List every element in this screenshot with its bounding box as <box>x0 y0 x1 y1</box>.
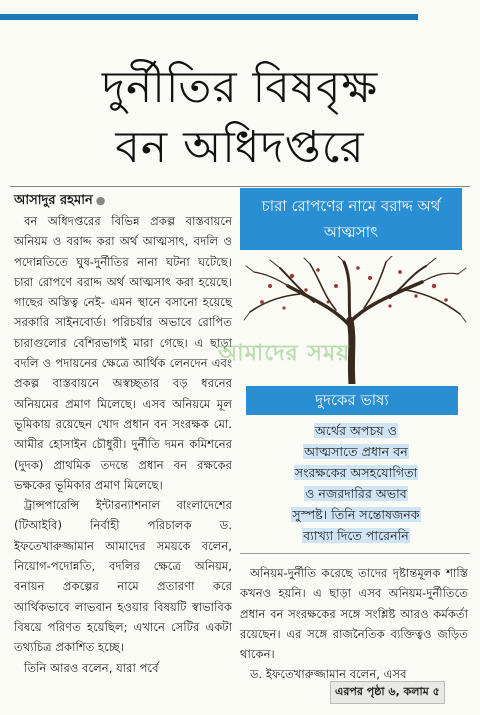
pull-quote <box>246 420 466 546</box>
headline <box>0 58 480 178</box>
quote-line: সংরক্ষকের অসহযোগিতা <box>294 465 418 480</box>
sidebar-subtitle-box: দুদকের ভাষ্য <box>246 386 458 415</box>
quote-line: ও নজরদারির অভাব <box>305 486 407 501</box>
article-paragraph: অনিয়ম-দুর্নীতি করেছে তাদের দৃষ্টান্তমূলক শাস্তি কখনও হয়নি। এ ছাড়া এসব অনিয়ম-দুর্নীতিতে প্রধান বন সংরক্ষকের সঙ্গে সংশ্লিষ্ট আরও কর্মকর্তা রয়েছেন। এর সঙ্গে রাজনৈতিক ব্যক্তিত্বও জড়িত থাকেন। <box>240 566 468 662</box>
byline-author: আসাদুর রহমান <box>14 193 93 208</box>
quote-line: অর্থের অপচয় ও <box>315 423 397 438</box>
top-accent-bar <box>0 14 418 20</box>
quote-line: সুস্পষ্ট। তিনি সন্তোষজনক <box>292 507 420 522</box>
continuation-marker: এরপর পৃষ্ঠা ৬, কলাম ৫ <box>330 681 445 704</box>
quote-line: ব্যাখ্যা দিতে পারেননি <box>303 528 409 543</box>
bullet-icon: ● <box>95 194 106 207</box>
article-paragraph: ড. ইফতেখারুজ্জামান বলেন, এসব <box>250 667 407 682</box>
watermark-logo: আমাদের সময় <box>218 341 351 366</box>
article-paragraph: ট্রান্সপারেন্সি ইন্টারন্যাশনাল বাংলাদেশের (টিআইবি) নির্বাহী পরিচালক ড. ইফতেখারুজ্জামান আমাদের সময়কে বলেন, নিয়োগ-পদোন্নতি, বদলির ক্ষেত্রে অনিয়ম, বনায়ন প্রকল্পের নামে প্রতারণা করে আর্থিকভাবে লাভবান হওয়ার বিষয়টি স্বাভাবিক বিষয়ে পরিণত হয়েছিল; এখানে সেটির একটা তথ্যচিত্র প্রকাশিত হচ্ছে। <box>14 498 232 655</box>
quote-separator <box>240 553 470 554</box>
sidebar-title-box: চারা রোপণের নামে বরাদ্দ অর্থ আত্মসাৎ <box>240 188 462 250</box>
headline-line-2: বন অধিদপ্তরে <box>115 122 365 173</box>
article-paragraph: বন অধিদপ্তরের বিভিন্ন প্রকল্প বাস্তবায়নে অনিয়ম ও বরাদ্দ করা অর্থ আত্মসাৎ, বদলি ও পদোন্নতিতে ঘুষ-দুর্নীতির নানা ঘটনা ঘটেছে। চারা রোপণে বরাদ্দ অর্থ আত্মসাৎ করা হয়েছে। গাছের অস্তিত্ব নেই- এমন স্থানে বসানো হয়েছে সরকারি সাইনবোর্ড। পরিচর্যার অভাবে রোপিত চারাগুলোর বেশিরভাগই মারা গেছে। এ ছাড়া বদলি ও পদায়নের ক্ষেত্রে আর্থিক লেনদেন এবং প্রকল্প বাস্তবায়নে অস্বচ্ছতার বড় ধরনের অনিয়মের প্রমাণ মিলেছে। এসব অনিয়মে মূল ভূমিকায় রয়েছেন খোদ প্রধান বন সংরক্ষক মো. আমীর হোসাইন চৌধুরী। দুর্নীতি দমন কমিশনের (দুদক) প্রাথমিক তদন্তে প্রধান বন রক্ষকের ভক্ষকের ভূমিকার প্রমাণ মিলেছে। <box>14 214 232 492</box>
headline-rule <box>10 186 470 187</box>
quote-line: আত্মসাতে প্রধান বন <box>304 444 408 459</box>
byline <box>14 191 105 212</box>
headline-line-1: দুর্নীতির বিষবৃক্ষ <box>101 62 379 113</box>
article-paragraph: তিনি আরও বলেন, যারা পর্বে <box>24 660 159 675</box>
article-right-column <box>240 563 468 685</box>
article-left-column <box>14 211 232 678</box>
